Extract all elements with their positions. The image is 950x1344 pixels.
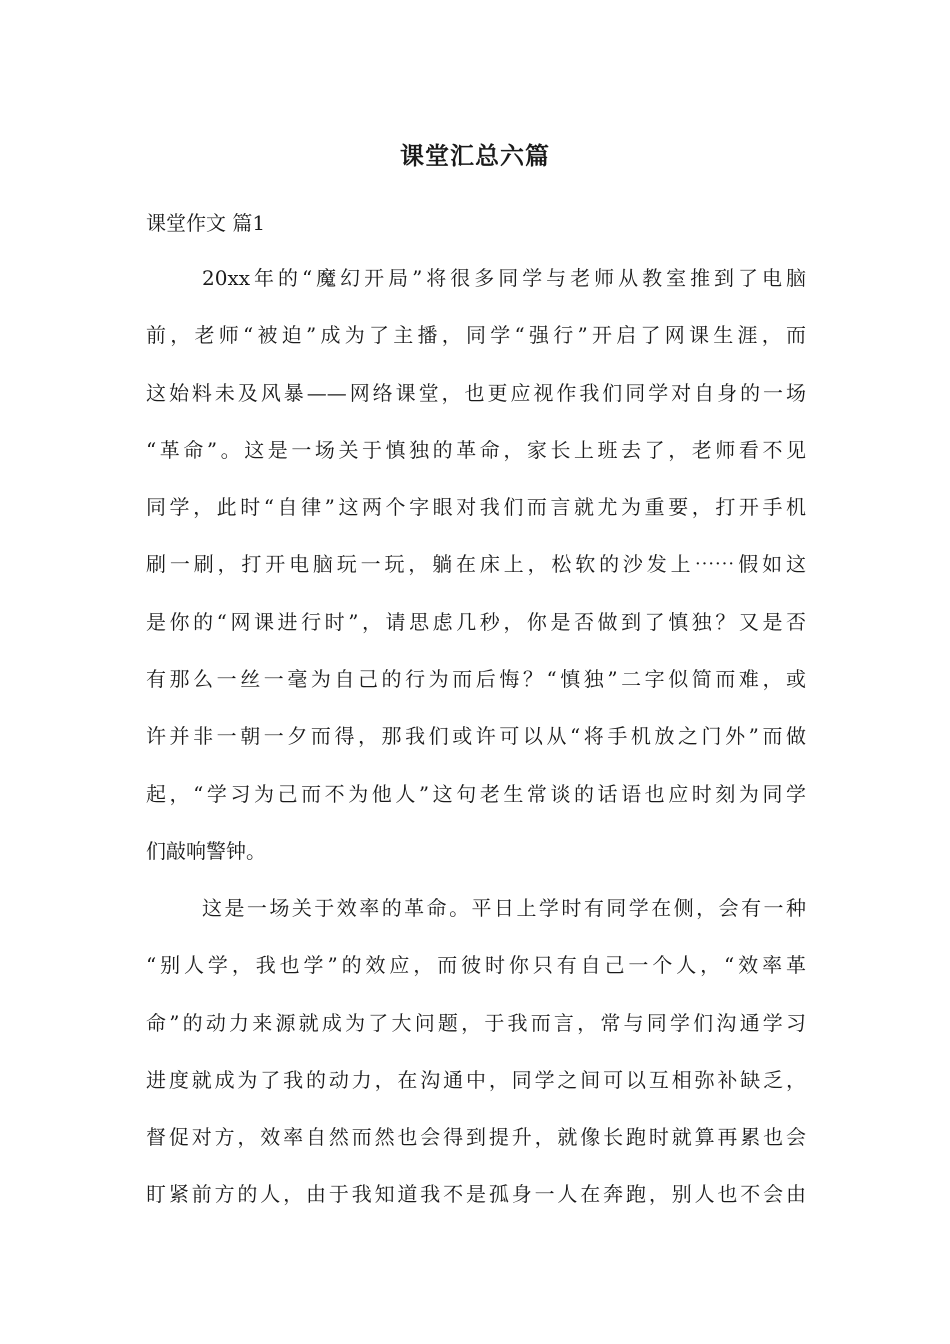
paragraph-line: “革命”。这是一场关于慎独的革命，家长上班去了，老师看不见	[146, 437, 806, 462]
paragraph-line: 督促对方，效率自然而然也会得到提升，就像长跑时就算再累也会	[146, 1125, 806, 1150]
paragraph-2	[146, 880, 806, 1224]
section-heading: 课堂作文 篇1	[146, 211, 266, 235]
paragraph-line: 同学，此时“自律”这两个字眼对我们而言就尤为重要，打开手机	[146, 495, 806, 520]
paragraph-line: “别人学，我也学”的效应，而彼时你只有自己一个人，“效率革	[146, 953, 806, 978]
paragraph-line: 们敲响警钟。	[146, 838, 266, 863]
paragraph-line: 起，“学习为己而不为他人”这句老生常谈的话语也应时刻为同学	[146, 781, 806, 806]
paragraph-line: 盯紧前方的人，由于我知道我不是孤身一人在奔跑，别人也不会由	[146, 1182, 806, 1207]
paragraph-line: 是你的“网课进行时”，请思虑几秒，你是否做到了慎独？又是否	[146, 609, 806, 634]
paragraph-1	[146, 250, 806, 880]
paragraph-line: 命”的动力来源就成为了大问题，于我而言，常与同学们沟通学习	[146, 1010, 806, 1035]
paragraph-line: 刷一刷，打开电脑玩一玩，躺在床上，松软的沙发上⋯⋯假如这	[146, 552, 806, 577]
document-title: 课堂汇总六篇	[400, 141, 550, 170]
paragraph-line: 许并非一朝一夕而得，那我们或许可以从“将手机放之门外”而做	[146, 724, 806, 749]
paragraph-line: 这是一场关于效率的革命。平日上学时有同学在侧，会有一种	[202, 896, 806, 920]
paragraph-line: 前，老师“被迫”成为了主播，同学“强行”开启了网课生涯，而	[146, 323, 806, 348]
paragraph-line: 这始料未及风暴——网络课堂，也更应视作我们同学对自身的一场	[146, 380, 806, 405]
paragraph-line: 进度就成为了我的动力，在沟通中，同学之间可以互相弥补缺乏，	[146, 1067, 806, 1092]
paragraph-line: 有那么一丝一毫为自己的行为而后悔？“慎独”二字似简而难，或	[146, 667, 806, 692]
paragraph-line: 20xx年的“魔幻开局”将很多同学与老师从教室推到了电脑	[202, 266, 806, 290]
